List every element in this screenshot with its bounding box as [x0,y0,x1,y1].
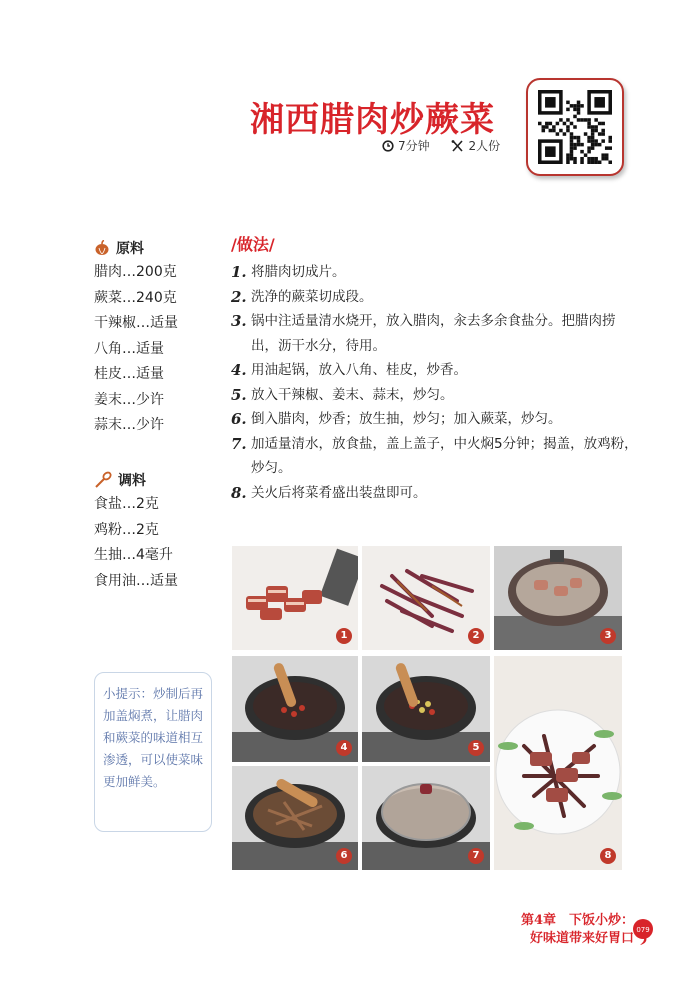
list-item: 生抽…4毫升 [94,547,173,563]
step-text: 洗净的蕨菜切成段。 [251,288,373,305]
step-7 [231,432,641,481]
step-text: 放入干辣椒、姜末、蒜末，炒匀。 [251,386,454,403]
step-number: 3. [231,312,247,330]
photo-number-badge: 4 [336,740,352,756]
step-number: 5. [231,385,247,404]
step-photo-7 [362,766,490,870]
seasonings-heading [94,470,146,490]
method-heading: /做法/ [231,235,275,254]
time-text: 7分钟 [398,139,430,153]
page-number-badge [632,919,654,945]
ingredients-title: 原料 [116,241,144,257]
clock-icon [382,140,394,152]
servings-info [451,137,500,154]
list-item: 蒜末…少许 [94,417,164,433]
list-item: 干辣椒…适量 [94,315,178,331]
step-text: 用油起锅，放入八角、桂皮，炒香。 [251,362,467,378]
photo-number-badge: 8 [600,848,616,864]
ingredients-list [94,260,178,439]
page-number: 079 [636,926,650,934]
step-number: 4. [231,361,247,379]
list-item: 食盐…2克 [94,496,159,512]
step-photo-2 [362,546,490,650]
step-8 [231,481,641,506]
step-number: 2. [231,287,247,306]
seasonings-title: 调料 [118,473,146,489]
chapter-footer [521,912,634,948]
step-5 [231,383,641,408]
step-4 [231,358,641,383]
step-text: 加适量清水，放食盐，盖上盖子，中火焖5分钟；揭盖，放鸡粉，炒匀。 [251,435,638,476]
list-item: 八角…适量 [94,340,164,357]
qr-code[interactable] [526,78,624,176]
step-3 [231,309,641,358]
list-item: 食用油…适量 [94,572,178,589]
step-photo-1 [232,546,358,650]
list-item: 腊肉…200克 [94,264,177,280]
step-photo-4 [232,656,358,762]
chapter-subtitle: 好味道带来好胃口 [529,931,634,946]
photo-number-badge: 3 [600,628,616,644]
step-text: 关火后将菜肴盛出装盘即可。 [251,484,427,501]
photo-number-badge: 1 [336,628,352,644]
list-item: 姜末…少许 [94,391,164,408]
photo-number-badge: 2 [468,628,484,644]
method-steps [231,260,641,505]
step-photo-5 [362,656,490,762]
utensils-icon [451,140,464,152]
step-1 [231,260,641,285]
servings-text: 2人份 [468,139,501,153]
step-photo-6 [232,766,358,870]
step-2 [231,285,641,310]
ingredients-heading [94,238,144,258]
step-text: 倒入腊肉，炒香；放生抽，炒匀；加入蕨菜，炒匀。 [251,411,562,427]
photo-number-badge: 7 [468,848,484,864]
photo-number-badge: 6 [336,848,352,864]
tip-box: 小提示：炒制后再加盖焖煮，让腊肉和蕨菜的味道相互渗透，可以使菜味更加鲜美。 [94,672,212,832]
photo-number-badge: 5 [468,740,484,756]
qr-code-icon [538,90,612,164]
list-item: 蕨菜…240克 [94,289,177,306]
step-photo-8 [494,656,622,870]
step-photo-3 [494,546,622,650]
step-text: 将腊肉切成片。 [251,264,346,280]
recipe-meta [382,137,518,155]
garlic-icon [94,240,110,256]
list-item: 鸡粉…2克 [94,521,159,538]
step-number: 6. [231,410,247,428]
time-info [382,137,430,154]
step-number: 7. [231,434,247,453]
list-item: 桂皮…适量 [94,366,164,382]
spoon-icon [94,471,112,489]
step-number: 8. [231,483,247,502]
recipe-title: 湘西腊肉炒蕨菜 [250,100,495,140]
step-text: 锅中注适量清水烧开，放入腊肉，汆去多余食盐分。把腊肉捞出，沥干水分，待用。 [251,313,616,354]
chapter-title: 第4章 下饭小炒： [520,913,634,928]
seasonings-list [94,492,178,594]
step-number: 1. [231,263,247,281]
step-6 [231,407,641,432]
